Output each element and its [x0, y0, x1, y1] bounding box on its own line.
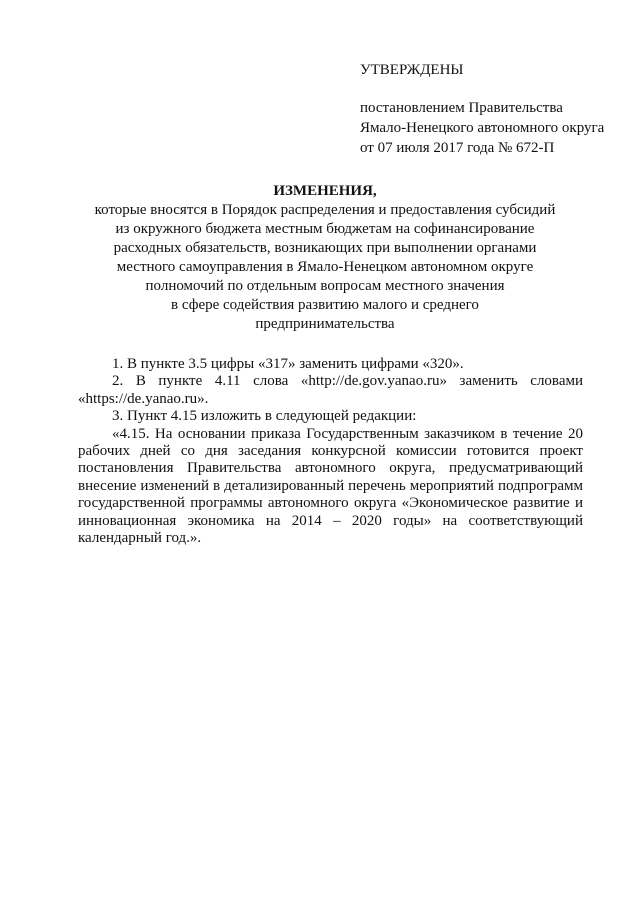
header-line: из окружного бюджета местным бюджетам на софинансирование: [115, 221, 535, 237]
approval-title: УТВЕРЖДЕНЫ: [360, 62, 464, 78]
header-line: местного самоуправления в Ямало-Ненецком автономном округе: [116, 259, 534, 275]
item-paragraph: 1. В пункте 3.5 цифры «317» заменить цифрами «320».: [112, 356, 464, 372]
header-line: расходных обязательств, возникающих при выполнении органами: [113, 240, 537, 256]
header-line: предпринимательства: [255, 316, 395, 332]
changes-body: [78, 356, 583, 547]
item-paragraph: «4.15. На основании приказа Государственным заказчиком в течение 20 рабочих дней со дня заседания конкурсной комиссии готовится проект постановления Правительства автономного округа, предусматривающий внесение изменений в детализированный перечень мероприятий подпрограмм государственной программы автономного округа «Экономическое развитие и инновационная экономика на 2014 – 2020 годы» на соответствующий календарный год.».: [78, 425, 583, 547]
item-paragraph: 2. В пункте 4.11 слова «http://de.gov.yanao.ru» заменить словами «https://de.yanao.ru».: [78, 373, 583, 407]
approval-block: [360, 60, 620, 158]
approval-line: постановлением Правительства: [360, 100, 563, 116]
approval-line: Ямало-Ненецкого автономного округа: [360, 120, 605, 136]
header-line: полномочий по отдельным вопросам местного значения: [145, 278, 505, 294]
changes-title: ИЗМЕНЕНИЯ,: [273, 183, 377, 199]
item-paragraph: 3. Пункт 4.15 изложить в следующей редакции:: [112, 408, 417, 425]
header-line: в сфере содействия развитию малого и среднего: [171, 297, 479, 313]
header-line: которые вносятся в Порядок распределения и предоставления субсидий: [94, 202, 556, 218]
changes-header: [90, 182, 560, 334]
approval-line: от 07 июля 2017 года № 672-П: [360, 140, 555, 156]
